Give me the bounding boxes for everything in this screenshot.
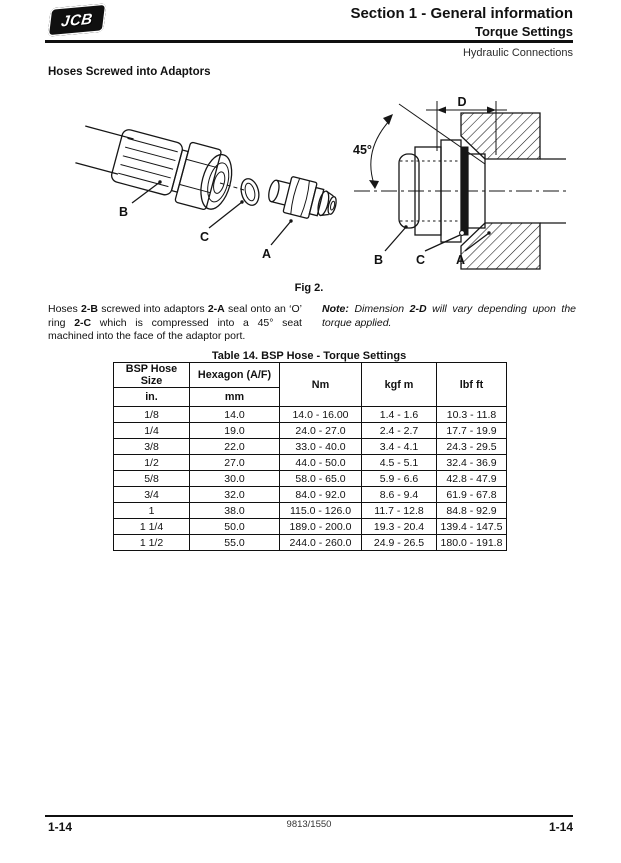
text-segment: 2-C: [74, 316, 92, 329]
table-cell: 17.7 - 19.9: [437, 423, 507, 439]
table-cell: 27.0: [190, 455, 280, 471]
table-cell: 61.9 - 67.8: [437, 487, 507, 503]
header-context: Hydraulic Connections: [462, 47, 573, 59]
label-oring-c: C: [200, 230, 210, 244]
table-cell: 1/2: [114, 455, 190, 471]
table-cell: 44.0 - 50.0: [280, 455, 362, 471]
table-cell: 3/8: [114, 439, 190, 455]
table-cell: 189.0 - 200.0: [280, 519, 362, 535]
table-cell: 1: [114, 503, 190, 519]
section-subtitle: Torque Settings: [475, 24, 573, 39]
torque-settings-table: [113, 362, 507, 551]
header-kgfm: kgf m: [362, 363, 437, 407]
fig2-drawing: [48, 93, 578, 281]
text-segment: screwed into adaptors: [97, 303, 208, 315]
adaptor-drawing: [265, 172, 340, 224]
label-adaptor-a: A: [262, 247, 272, 261]
table-cell: 8.6 - 9.4: [362, 487, 437, 503]
header-bsp-hose-size: BSP Hose Size: [114, 363, 190, 388]
table-cell: 58.0 - 65.0: [280, 471, 362, 487]
table-row: [114, 535, 507, 551]
label-hose-b: B: [119, 205, 129, 219]
table-cell: 1/4: [114, 423, 190, 439]
table-cell: 3/4: [114, 487, 190, 503]
header-rule: [45, 40, 573, 43]
table-cell: 38.0: [190, 503, 280, 519]
table-cell: 32.4 - 36.9: [437, 455, 507, 471]
table-cell: 24.3 - 29.5: [437, 439, 507, 455]
header-nm: Nm: [280, 363, 362, 407]
text-segment: Hoses: [48, 303, 82, 315]
table-header-row-groups: [114, 363, 507, 388]
table-cell: 3.4 - 4.1: [362, 439, 437, 455]
page-heading: Hoses Screwed into Adaptors: [48, 66, 211, 78]
table-row: [114, 423, 507, 439]
table-row: [114, 503, 507, 519]
torque-table-head: [114, 363, 507, 407]
section-title: Section 1 - General information: [350, 5, 573, 22]
header-in: in.: [114, 388, 190, 407]
header-mm: mm: [190, 388, 280, 407]
table-cell: 2.4 - 2.7: [362, 423, 437, 439]
table-row: [114, 407, 507, 423]
table-cell: 30.0: [190, 471, 280, 487]
table-cell: 84.8 - 92.9: [437, 503, 507, 519]
table-cell: 19.3 - 20.4: [362, 519, 437, 535]
figure-caption: Fig 2.: [294, 282, 324, 294]
torque-table-body: [114, 407, 507, 551]
table-cell: 24.9 - 26.5: [362, 535, 437, 551]
table-cell: 139.4 - 147.5: [437, 519, 507, 535]
page-number-left: 1-14: [48, 820, 73, 834]
table-cell: 19.0: [190, 423, 280, 439]
table-cell: 115.0 - 126.0: [280, 503, 362, 519]
table-row: [114, 519, 507, 535]
table-cell: 5.9 - 6.6: [362, 471, 437, 487]
table-cell: 11.7 - 12.8: [362, 503, 437, 519]
text-segment: which is compressed into a 45° seat machined into the face of the adaptor port.: [48, 316, 302, 342]
table-cell: 22.0: [190, 439, 280, 455]
label-dimension-d: D: [457, 95, 467, 109]
table-row: [114, 439, 507, 455]
table-cell: 1.4 - 1.6: [362, 407, 437, 423]
publication-number: 9813/1550: [286, 819, 332, 830]
text-segment: 2-B: [81, 303, 98, 315]
table-cell: 50.0: [190, 519, 280, 535]
table-cell: 4.5 - 5.1: [362, 455, 437, 471]
label-section-b: B: [374, 253, 384, 267]
table-cell: 14.0 - 16.00: [280, 407, 362, 423]
note-paragraph: [322, 303, 576, 344]
text-segment: 2-A: [207, 303, 225, 315]
header-hexagon-af: Hexagon (A/F): [190, 363, 280, 388]
table-cell: 10.3 - 11.8: [437, 407, 507, 423]
table-cell: 24.0 - 27.0: [280, 423, 362, 439]
page-number-right: 1-14: [548, 820, 573, 834]
header-titles: [45, 4, 573, 40]
label-section-a: A: [456, 253, 466, 267]
label-section-c: C: [416, 253, 426, 267]
table-cell: 55.0: [190, 535, 280, 551]
table-row: [114, 455, 507, 471]
table-cell: 5/8: [114, 471, 190, 487]
text-segment: seal onto an ‘O’ ring: [48, 303, 302, 329]
table-cell: 244.0 - 260.0: [280, 535, 362, 551]
table-cell: 42.8 - 47.9: [437, 471, 507, 487]
hose-assembly-drawing: [72, 114, 340, 261]
table-cell: 180.0 - 191.8: [437, 535, 507, 551]
body-columns: [48, 303, 576, 344]
table-cell: 1 1/2: [114, 535, 190, 551]
table-cell: 14.0: [190, 407, 280, 423]
table-row: [114, 471, 507, 487]
text-segment: will vary depending upon the torque applied.: [322, 303, 577, 329]
header-lbfft: lbf ft: [437, 363, 507, 407]
footer-rule: [45, 815, 573, 817]
text-segment: Dimension: [354, 303, 410, 315]
table-title: Table 14. BSP Hose - Torque Settings: [211, 350, 407, 362]
label-angle-45: 45°: [353, 143, 372, 157]
table-cell: 1/8: [114, 407, 190, 423]
jcb-logo-text: JCB: [60, 10, 94, 30]
table-row: [114, 487, 507, 503]
table-cell: 84.0 - 92.0: [280, 487, 362, 503]
table-cell: 32.0: [190, 487, 280, 503]
text-segment: 2-D: [409, 303, 427, 315]
table-cell: 33.0 - 40.0: [280, 439, 362, 455]
table-cell: 1 1/4: [114, 519, 190, 535]
cross-section-drawing: [353, 95, 570, 269]
text-segment: Note:: [322, 303, 355, 315]
body-paragraph: [48, 303, 302, 344]
